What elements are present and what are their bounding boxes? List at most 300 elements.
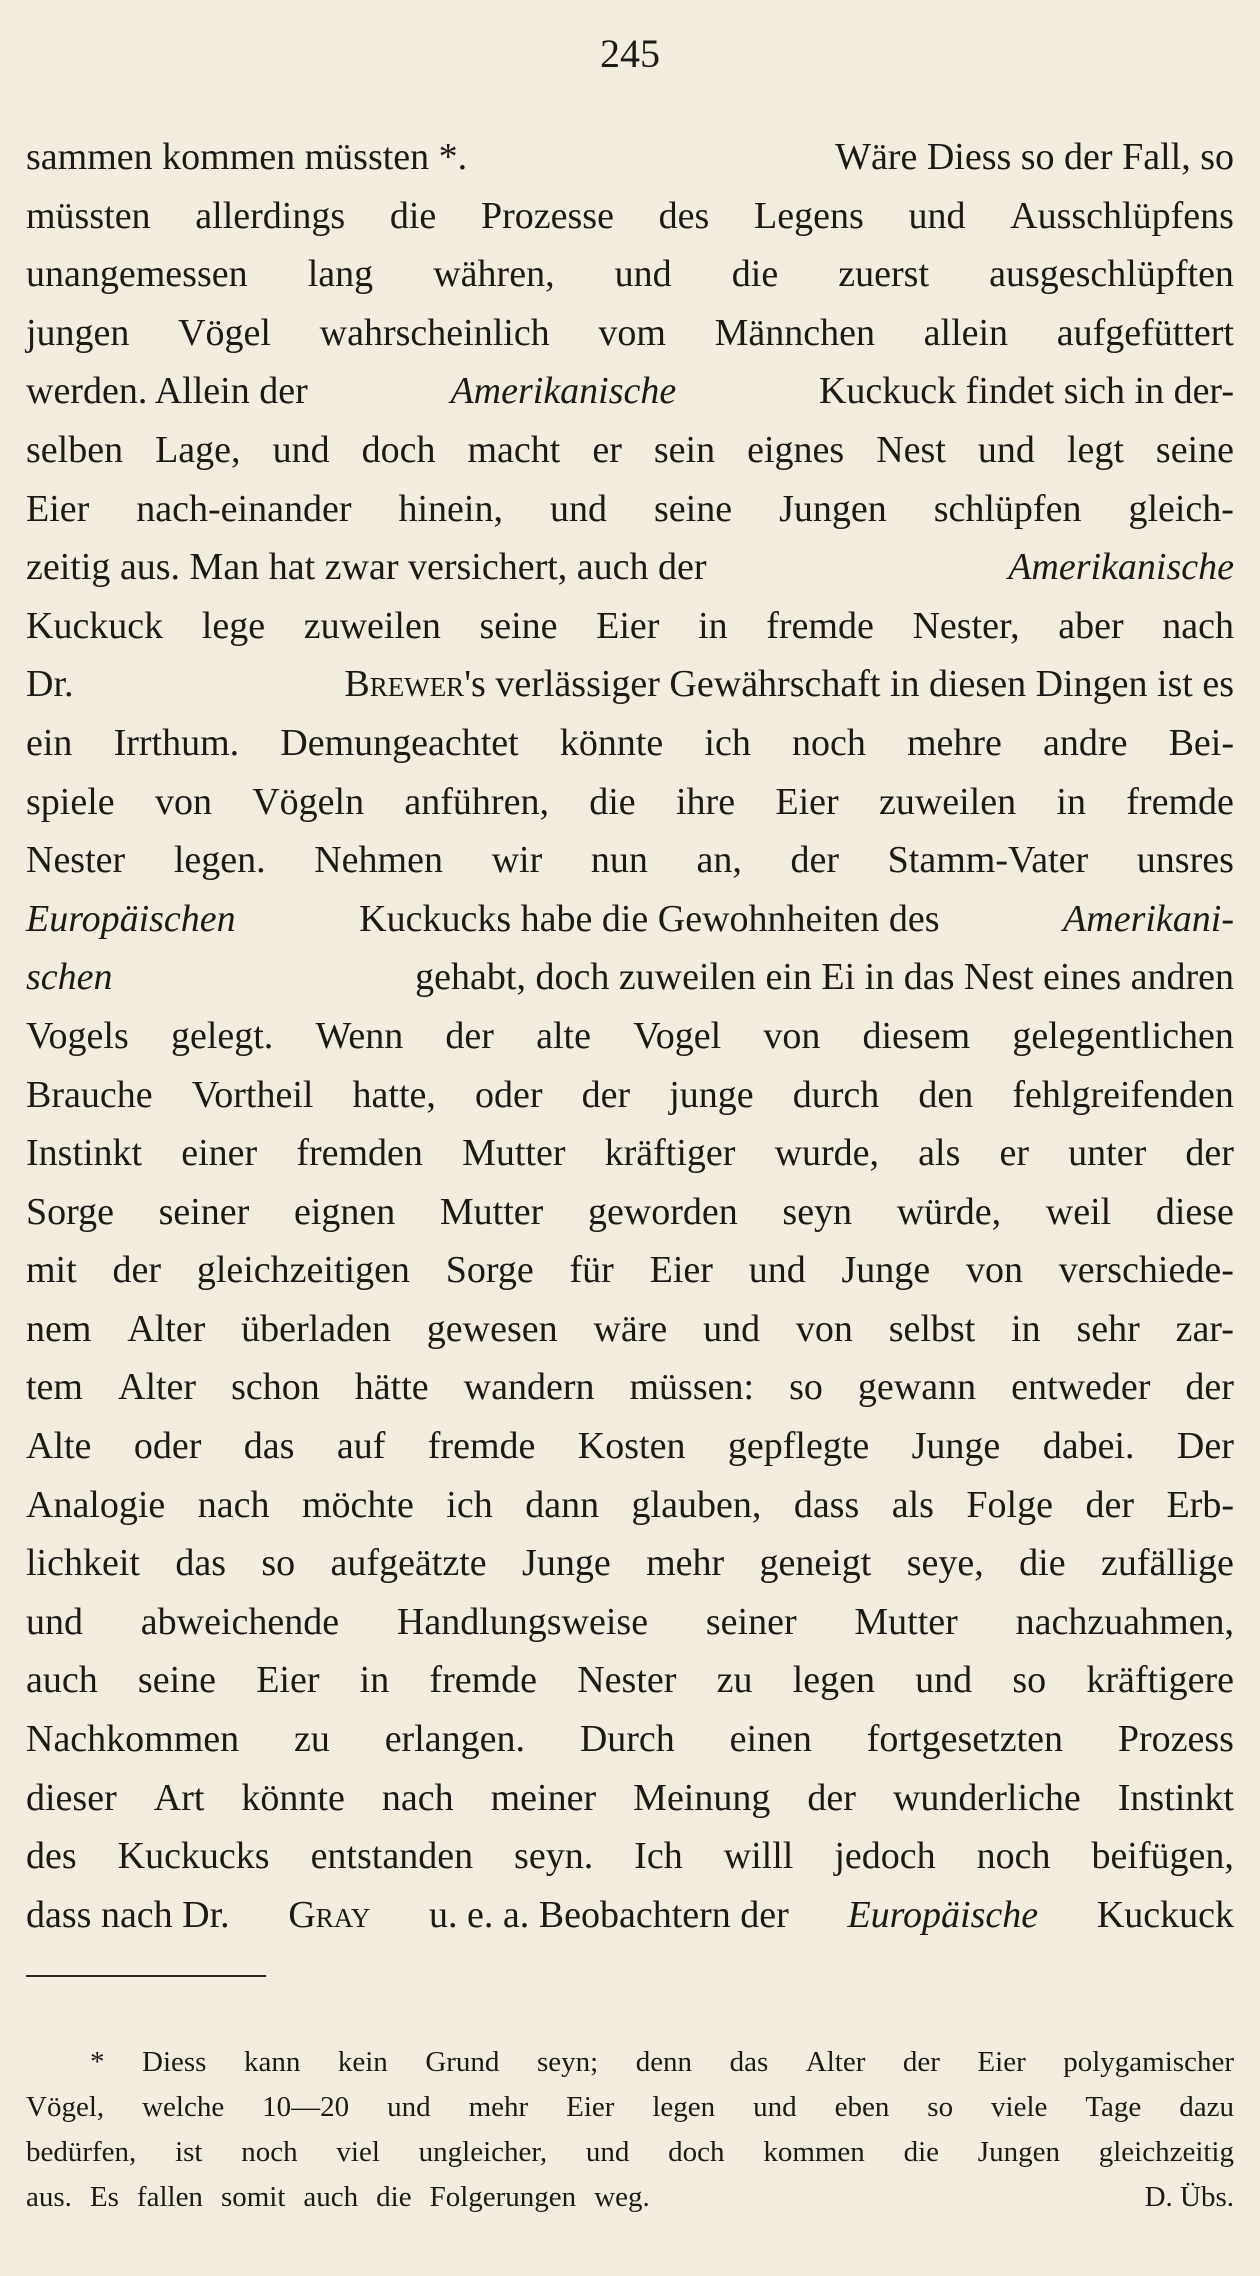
word: jungen xyxy=(26,311,130,354)
word: Grund xyxy=(425,2046,500,2078)
word: geworden xyxy=(587,1190,738,1233)
word: mit xyxy=(26,1249,77,1292)
word: dann xyxy=(525,1483,600,1526)
word: in xyxy=(1011,1307,1041,1350)
word: Eier xyxy=(26,487,90,530)
word: Ausschlüpfens xyxy=(1010,194,1234,237)
text-line: werden. Allein der Amerikanische Kuckuck findet sich in der- xyxy=(26,370,1234,413)
word: Eier xyxy=(256,1659,320,1702)
word: zu xyxy=(293,1718,330,1761)
text-line: sammen kommen müssten *. Wäre Diess so der Fall, so xyxy=(26,136,1234,178)
word: und xyxy=(549,487,607,530)
word: bedürfen, xyxy=(26,2136,137,2168)
word: Bei- xyxy=(1168,721,1234,764)
text-line xyxy=(26,1300,1234,1359)
text-line xyxy=(26,1593,1234,1652)
word: der xyxy=(445,1014,494,1057)
word: seyn xyxy=(782,1190,853,1233)
text-line xyxy=(26,1124,1234,1183)
word: Irrthum. xyxy=(113,721,240,764)
word: Mutter xyxy=(854,1600,958,1643)
word: Nest xyxy=(876,428,946,471)
word: legen. xyxy=(173,839,266,882)
word: Eier xyxy=(596,604,660,647)
word: unsres xyxy=(1136,839,1234,882)
word: Kuckucks xyxy=(117,1835,270,1878)
word: Lage, xyxy=(155,428,241,471)
word: alte xyxy=(536,1014,591,1057)
word: Eier xyxy=(977,2046,1026,2078)
word: und xyxy=(915,1659,973,1702)
word: Junge xyxy=(911,1425,1001,1468)
word: somit xyxy=(220,2181,286,2213)
word: oder xyxy=(475,1073,543,1116)
word: diese xyxy=(1155,1190,1234,1233)
word: den xyxy=(918,1073,974,1116)
word: das xyxy=(243,1425,295,1468)
word: mehr xyxy=(468,2091,529,2123)
word: und xyxy=(748,1249,806,1292)
word: Nester, xyxy=(912,604,1020,647)
word: jedoch xyxy=(834,1835,936,1878)
word: Jungen xyxy=(977,2136,1060,2168)
word: nun xyxy=(590,839,648,882)
word: seine xyxy=(653,487,733,530)
word: tem xyxy=(26,1366,83,1409)
word: des xyxy=(658,194,710,237)
footnote-line xyxy=(26,2130,1234,2175)
word: eben xyxy=(834,2091,890,2123)
word: und xyxy=(585,2136,630,2168)
word: viele xyxy=(991,2091,1048,2123)
word: Nehmen xyxy=(314,839,443,882)
word: kein xyxy=(337,2046,388,2078)
word: spiele xyxy=(26,780,115,823)
text-line: Dr. Brewer's verlässiger Gewährschaft in diesen Dingen ist es xyxy=(26,663,1234,706)
word: von xyxy=(154,780,212,823)
word: die xyxy=(376,2181,412,2213)
footnote-line xyxy=(26,2040,1234,2085)
word: der xyxy=(902,2046,940,2078)
word: Nester xyxy=(577,1659,677,1702)
word: ausgeschlüpften xyxy=(989,253,1234,296)
word: fremde xyxy=(1126,780,1234,823)
word: entstanden xyxy=(310,1835,474,1878)
word: seyn; xyxy=(536,2046,599,2078)
word: Alter xyxy=(127,1307,206,1350)
word: und xyxy=(272,428,330,471)
word: lichkeit xyxy=(26,1542,140,1585)
word: dieser xyxy=(26,1776,117,1819)
footnote xyxy=(26,2040,1234,2220)
word: seiner xyxy=(705,1600,797,1643)
word: Nachkommen xyxy=(26,1718,240,1761)
text-line xyxy=(26,1358,1234,1417)
word: wunderliche xyxy=(892,1776,1081,1819)
word: willl xyxy=(723,1835,794,1878)
text-line xyxy=(26,1710,1234,1769)
word: 10—20 xyxy=(262,2091,350,2123)
word: gleichzeitig xyxy=(1098,2136,1234,2168)
word: als xyxy=(891,1483,934,1526)
word: Alte xyxy=(26,1425,92,1468)
word: abweichende xyxy=(140,1600,340,1643)
word: andre xyxy=(1043,721,1128,764)
word: wandern xyxy=(463,1366,595,1409)
word: allerdings xyxy=(195,194,346,237)
word: Vögeln xyxy=(252,780,365,823)
word: durch xyxy=(792,1073,880,1116)
word: hinein, xyxy=(398,487,503,530)
word: würde, xyxy=(896,1190,1002,1233)
word: und xyxy=(387,2091,431,2123)
footnote-line xyxy=(26,2175,1234,2220)
word: legen xyxy=(652,2091,716,2123)
word: selbst xyxy=(888,1307,976,1350)
text-line xyxy=(26,831,1234,890)
word: schlüpfen xyxy=(933,487,1082,530)
word: viel xyxy=(336,2136,380,2168)
word: aber xyxy=(1058,604,1124,647)
word: Durch xyxy=(579,1718,675,1761)
word: polygamischer xyxy=(1063,2046,1234,2078)
word: ungleicher, xyxy=(418,2136,548,2168)
word: zuerst xyxy=(838,253,930,296)
word: der xyxy=(112,1249,162,1292)
footnote-divider xyxy=(26,1975,266,1977)
word: selben xyxy=(26,428,124,471)
word: einer xyxy=(181,1132,258,1175)
word: diesem xyxy=(862,1014,971,1057)
word: kräftiger xyxy=(604,1132,736,1175)
word: Kuckuck xyxy=(26,604,164,647)
word: mehre xyxy=(906,721,1002,764)
word: lang xyxy=(307,253,374,296)
word: aus. xyxy=(26,2181,72,2213)
text-line: schen gehabt, doch zuweilen ein Ei in das Nest eines andren xyxy=(26,956,1234,999)
word: gleich- xyxy=(1128,487,1234,530)
word: Brauche xyxy=(26,1073,153,1116)
text-line xyxy=(26,187,1234,246)
word: fremden xyxy=(296,1132,423,1175)
word: denn xyxy=(635,2046,693,2078)
word: schon xyxy=(231,1366,320,1409)
word: beifügen, xyxy=(1091,1835,1234,1878)
word: Kosten xyxy=(577,1425,686,1468)
word: zuweilen xyxy=(303,604,441,647)
word: kann xyxy=(243,2046,301,2078)
word: welche xyxy=(142,2091,225,2123)
word: Eier xyxy=(566,2091,615,2123)
word: vom xyxy=(598,311,666,354)
word: ihre xyxy=(675,780,736,823)
word: Prozesse xyxy=(480,194,614,237)
word: Instinkt xyxy=(26,1132,143,1175)
word: erlangen. xyxy=(384,1718,525,1761)
word: auch xyxy=(303,2181,359,2213)
word: Folge xyxy=(966,1483,1053,1526)
word: hatte, xyxy=(352,1073,436,1116)
word: seine xyxy=(1155,428,1234,471)
footnote-last-line-text xyxy=(26,2175,650,2220)
word: Mutter xyxy=(462,1132,566,1175)
word: und xyxy=(26,1600,83,1643)
word: kommen xyxy=(763,2136,865,2168)
word: für xyxy=(569,1249,614,1292)
word: und xyxy=(753,2091,797,2123)
word: fremde xyxy=(766,604,874,647)
word: Ich xyxy=(634,1835,683,1878)
word: Handlungsweise xyxy=(396,1600,649,1643)
word: Erb- xyxy=(1166,1483,1234,1526)
word: Männchen xyxy=(714,311,875,354)
word: Junge xyxy=(841,1249,931,1292)
word: noch xyxy=(791,721,866,764)
word: noch xyxy=(241,2136,298,2168)
word: seine xyxy=(479,604,558,647)
word: Folgerungen xyxy=(429,2181,577,2213)
word: Es xyxy=(89,2181,119,2213)
word: auf xyxy=(336,1425,386,1468)
word: Der xyxy=(1176,1425,1234,1468)
word: Mutter xyxy=(439,1190,544,1233)
word: zu xyxy=(716,1659,753,1702)
word: aufgefüttert xyxy=(1056,311,1234,354)
word: Instinkt xyxy=(1117,1776,1234,1819)
word: könnte xyxy=(241,1776,345,1819)
word: gleichzeitigen xyxy=(196,1249,410,1292)
word: auch xyxy=(26,1659,98,1702)
word: ich xyxy=(446,1483,493,1526)
word: gelegentlichen xyxy=(1012,1014,1234,1057)
word: Eier xyxy=(649,1249,713,1292)
word: in xyxy=(359,1659,390,1702)
word: und xyxy=(614,253,672,296)
word: von xyxy=(795,1307,853,1350)
word: * xyxy=(90,2046,105,2078)
word: Art xyxy=(153,1776,205,1819)
word: nach xyxy=(381,1776,454,1819)
word: ich xyxy=(704,721,751,764)
word: Vögel xyxy=(178,311,271,354)
text-line xyxy=(26,1066,1234,1125)
word: oder xyxy=(133,1425,202,1468)
word: als xyxy=(918,1132,961,1175)
word: entweder xyxy=(1011,1366,1151,1409)
word: seye, xyxy=(906,1542,984,1585)
text-line xyxy=(26,1534,1234,1593)
word: in xyxy=(698,604,728,647)
word: gewesen xyxy=(426,1307,558,1350)
translator-signature: D. Übs. xyxy=(1144,2181,1234,2213)
word: seiner xyxy=(158,1190,250,1233)
text-line xyxy=(26,714,1234,773)
word: Diess xyxy=(142,2046,207,2078)
word: zar- xyxy=(1175,1307,1234,1350)
text-line: zeitig aus. Man hat zwar versichert, auch der Amerikanische xyxy=(26,546,1234,589)
text-line xyxy=(26,304,1234,363)
word: verschiede- xyxy=(1058,1249,1234,1292)
word: seyn. xyxy=(514,1835,594,1878)
word: legt xyxy=(1066,428,1124,471)
word: Vortheil xyxy=(191,1073,314,1116)
word: macht xyxy=(467,428,561,471)
word: er xyxy=(999,1132,1030,1175)
text-line xyxy=(26,245,1234,304)
word: der xyxy=(1185,1132,1234,1175)
word: der xyxy=(581,1073,631,1116)
word: wir xyxy=(491,839,543,882)
word: der xyxy=(790,839,840,882)
word: unter xyxy=(1068,1132,1147,1175)
text-line xyxy=(26,421,1234,480)
word: allein xyxy=(923,311,1009,354)
word: wurde, xyxy=(774,1132,880,1175)
word: an, xyxy=(696,839,742,882)
word: so xyxy=(789,1366,823,1409)
word: der xyxy=(1185,1366,1234,1409)
word: lege xyxy=(201,604,266,647)
word: nach xyxy=(197,1483,270,1526)
page-number: 245 xyxy=(600,31,660,76)
word: hätte xyxy=(354,1366,429,1409)
word: aufgeätzte xyxy=(330,1542,487,1585)
word: weg. xyxy=(594,2181,650,2213)
text-line xyxy=(26,1417,1234,1476)
word: Vögel, xyxy=(26,2091,105,2123)
text-line xyxy=(26,1769,1234,1828)
word: Prozess xyxy=(1117,1718,1234,1761)
word: von xyxy=(763,1014,821,1057)
word: Legens xyxy=(754,194,864,237)
word: in xyxy=(1056,780,1086,823)
word: sein xyxy=(653,428,716,471)
word: einen xyxy=(729,1718,812,1761)
word: doch xyxy=(668,2136,725,2168)
text-line: Europäischen Kuckucks habe die Gewohnheiten des Amerikani- xyxy=(26,897,1234,940)
word: Wenn xyxy=(315,1014,404,1057)
word: könnte xyxy=(559,721,664,764)
word: nach xyxy=(1162,604,1234,647)
word: müssten xyxy=(26,194,151,237)
word: fehlgreifenden xyxy=(1012,1073,1234,1116)
word: währen, xyxy=(433,253,555,296)
word: Tage xyxy=(1085,2091,1142,2123)
word: eignes xyxy=(747,428,845,471)
word: weil xyxy=(1045,1190,1112,1233)
word: gewann xyxy=(857,1366,977,1409)
word: dabei. xyxy=(1042,1425,1135,1468)
word: und xyxy=(977,428,1035,471)
word: sehr xyxy=(1076,1307,1140,1350)
word: fallen xyxy=(136,2181,203,2213)
word: dass xyxy=(793,1483,860,1526)
word: Sorge xyxy=(445,1249,534,1292)
word: mehr xyxy=(646,1542,725,1585)
word: eignen xyxy=(293,1190,396,1233)
word: Vogel xyxy=(633,1014,722,1057)
word: wäre xyxy=(593,1307,668,1350)
word: Demungeachtet xyxy=(280,721,519,764)
word: seine xyxy=(137,1659,216,1702)
word: Alter xyxy=(118,1366,197,1409)
word: des xyxy=(26,1835,77,1878)
word: meiner xyxy=(490,1776,597,1819)
word: unangemessen xyxy=(26,253,248,296)
word: zuweilen xyxy=(878,780,1017,823)
word: so xyxy=(927,2091,954,2123)
word: zufällige xyxy=(1100,1542,1234,1585)
word: müssen: xyxy=(629,1366,755,1409)
word: Analogie xyxy=(26,1483,166,1526)
word: legen xyxy=(792,1659,875,1702)
word: Vogels xyxy=(26,1014,129,1057)
word: nach-einander xyxy=(136,487,352,530)
word: die xyxy=(903,2136,940,2168)
text-line xyxy=(26,773,1234,832)
word: Stamm-Vater xyxy=(887,839,1089,882)
word: nachzuahmen, xyxy=(1015,1600,1234,1643)
word: der xyxy=(807,1776,856,1819)
word: doch xyxy=(361,428,436,471)
word: das xyxy=(175,1542,226,1585)
text-line xyxy=(26,1827,1234,1886)
footnote-line xyxy=(26,2085,1234,2130)
word: nem xyxy=(26,1307,92,1350)
body-text xyxy=(26,128,1234,1944)
word: möchte xyxy=(301,1483,414,1526)
word: anführen, xyxy=(404,780,549,823)
word: die xyxy=(731,253,779,296)
word: Junge xyxy=(522,1542,611,1585)
word: Nester xyxy=(26,839,126,882)
word: noch xyxy=(976,1835,1051,1878)
word: geneigt xyxy=(759,1542,872,1585)
word: ist xyxy=(175,2136,203,2168)
word: die xyxy=(1019,1542,1066,1585)
text-line xyxy=(26,1183,1234,1242)
word: Alter xyxy=(805,2046,866,2078)
text-line xyxy=(26,1651,1234,1710)
word: Sorge xyxy=(26,1190,114,1233)
word: er xyxy=(592,428,622,471)
word: dazu xyxy=(1179,2091,1234,2123)
word: kräftigere xyxy=(1086,1659,1234,1702)
word: die xyxy=(389,194,437,237)
word: Eier xyxy=(775,780,839,823)
word: gelegt. xyxy=(170,1014,274,1057)
word: fremde xyxy=(427,1425,536,1468)
word: das xyxy=(729,2046,769,2078)
word: und xyxy=(703,1307,761,1350)
word: die xyxy=(589,780,636,823)
word: gepflegte xyxy=(727,1425,870,1468)
word: fremde xyxy=(429,1659,538,1702)
text-line: dass nach Dr. Gray u. e. a. Beobachtern der Europäische Kuckuck xyxy=(26,1893,1234,1936)
word: Jungen xyxy=(779,487,887,530)
word: von xyxy=(965,1249,1023,1292)
word: junge xyxy=(669,1073,754,1116)
text-line xyxy=(26,480,1234,539)
word: überladen xyxy=(241,1307,391,1350)
text-line xyxy=(26,597,1234,656)
word: ein xyxy=(26,721,73,764)
word: und xyxy=(908,194,966,237)
word: glauben, xyxy=(631,1483,762,1526)
word: der xyxy=(1085,1483,1134,1526)
word: so xyxy=(261,1542,296,1585)
word: wahrscheinlich xyxy=(319,311,550,354)
